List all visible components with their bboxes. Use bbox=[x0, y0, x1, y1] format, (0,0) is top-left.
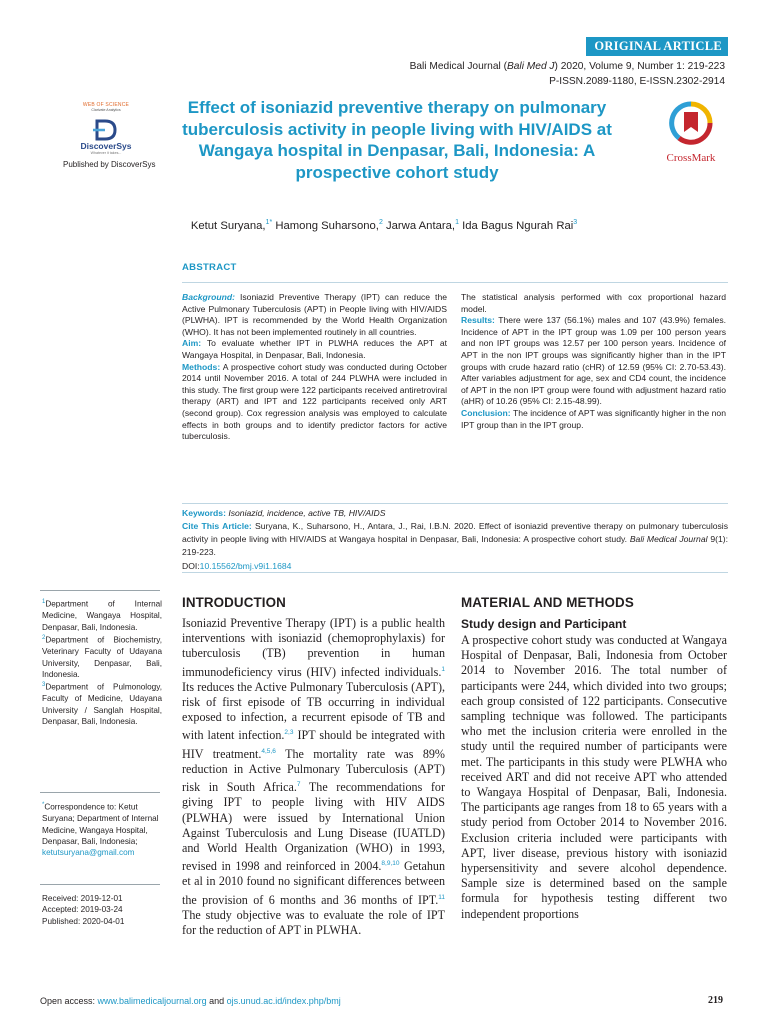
correspondence-email-link[interactable]: ketutsuryana@gmail.com bbox=[42, 848, 135, 858]
abstract-conclusion: Conclusion: The incidence of APT was significantly higher in the non IPT group than in the IPT group. bbox=[461, 407, 726, 430]
abstract-methods: Methods: A prospective cohort study was conducted during October 2014 until November 2016. A total of 244 PLWHA were included in this study. The first group were 122 participants received antiretroviral therapy (ART) and IPT and 122 participants received only ART (second group). Cox regression analysis was employed to calculate effects in both groups and to identify predictor factors for active tuberculosis. bbox=[182, 361, 447, 442]
author-list bbox=[0, 219, 768, 232]
issn-line: P-ISSN.2089-1180, E-ISSN.2302-2914 bbox=[549, 75, 725, 87]
clarivate-label: Clarivate Analytics bbox=[91, 108, 121, 112]
received-date: Received: 2019-12-01 bbox=[42, 894, 123, 903]
discoversys-icon bbox=[91, 119, 121, 141]
introduction-heading: INTRODUCTION bbox=[182, 595, 286, 610]
correspondence: *Correspondence to: Ketut Suryana; Department of Internal Medicine, Wangaya Hospital, Denpasar, Bali, Indonesia; ketutsuryana@gmail.com bbox=[42, 802, 159, 858]
crossmark-icon bbox=[669, 101, 713, 145]
abstract-aim: Aim: To evaluate whether IPT in PLWHA reduces the APT at Wangaya Hospital, in Denpasar, Bali, Indonesia. bbox=[182, 338, 448, 360]
methods-text: A prospective cohort study was conducted at Wangaya Hospital of Denpasar, Bali, Indonesia from October 2014 to November 2016. The total number of participants were 244, which divided into two groups; each group consisted of 122 participants. Consecutive sampling technique was followed. The participants who met the inclusion criteria were enrolled in the study until the required number of participants were met. The participants in this study were PLWHA who received ART and did not receive APT who attended to Wangaya Hospital of Denpasar, Bali, Indonesia. The participants age ranges from 18 to 65 years with a study period from October 2014 to November 2016. Exclusion criteria included were participants with APT, liver disease, previous history with isoniazid hypersensitivity and severe alcohol dependence. Sample size is determined based on the sample formula for hypothesis testing different two independent proportions bbox=[461, 633, 727, 921]
published-by: Published by DiscoverSys bbox=[63, 160, 156, 169]
journal-info bbox=[410, 60, 725, 89]
affiliations bbox=[42, 597, 162, 728]
divider bbox=[40, 590, 160, 591]
author: Jarwa Antara,$^1$ bbox=[385, 219, 459, 232]
abstract-left-column bbox=[182, 292, 447, 443]
introduction-text: Isoniazid Preventive Therapy (IPT) is a public health interventions with isoniazid (chemoprophylaxis) for tuberculosis (TB) prevention in human immunodeficiency virus (HIV) infected individuals.$^1$ Its reduces the Active Pulmonary Tuberculosis (APT), risk of first episode of TB occurring in individual exposed to infection, a recurrent episode of TB and with latent infection.$^{2,3}$ IPT should be integrated with HIV treatment.$^{4,5,6}$ The mortality rate was 89% reduction in Active Pulmonary Tuberculosis (APT) risk in South Africa.$^7$ The recommendations for giving IPT to people living with HIV AIDS (PLWHA) were issued by International Union Against Tuberculosis and Lung Disease (IUATLD) and World Health Organization (WHO) in 1993, revised in 1998 and reinforced in 2004.$^{8,9,10}$ Getahun et al in 2010 found no significant differences between the provision of 6 months and 36 months of IPT.$^{11}$ The study objective was to evaluate the role of IPT for the reduction of APT in PLWHA. bbox=[182, 616, 446, 938]
divider bbox=[182, 282, 728, 283]
article-title: Effect of isoniazid preventive therapy on pulmonary tuberculosis activity in people living with HIV/AIDS at Wangaya hospital in Denpasar, Bali, Indonesia: A prospective cohort study bbox=[182, 98, 612, 182]
web-of-science-logo: WEB OF SCIENCE bbox=[82, 102, 130, 108]
discoversys-tagline: Whatever it takes... bbox=[90, 151, 122, 155]
author: Ida Bagus Ngurah Rai$^3$ bbox=[462, 219, 578, 232]
accepted-date: Accepted: 2019-03-24 bbox=[42, 905, 123, 915]
methods-heading: MATERIAL AND METHODS bbox=[461, 595, 634, 610]
journal-citation-line: Bali Medical Journal (Bali Med J) 2020, Volume 9, Number 1: 219-223 bbox=[409, 61, 725, 72]
article-dates bbox=[42, 893, 162, 927]
published-date: Published: 2020-04-01 bbox=[42, 916, 125, 926]
crossmark-badge[interactable] bbox=[659, 101, 723, 164]
ojs-link[interactable]: ojs.unud.ac.id/index.php/bmj bbox=[226, 996, 341, 1006]
author: Ketut Suryana,$^{1*}$ bbox=[190, 219, 273, 232]
abstract-methods-continued: The statistical analysis performed with cox proportional hazard model. bbox=[461, 292, 726, 314]
abstract-right-column bbox=[461, 292, 726, 431]
abstract-heading: ABSTRACT bbox=[182, 262, 237, 273]
divider bbox=[40, 884, 160, 885]
cite-this-article: Cite This Article: Suryana, K., Suharsono, H., Antara, J., Rai, I.B.N. 2020. Effect of isoniazid preventive therapy on pulmonary tuberculosis activity in people living with HIV/AIDS at Wangaya hospital in Denpasar, Bali, Indonesia: A prospective cohort study. Bali Medical Journal 9(1): 219-223. DOI:10.15562/bmj.v9i1.1684 bbox=[182, 521, 729, 571]
discoversys-logo: DiscoverSys bbox=[80, 141, 132, 151]
divider bbox=[40, 792, 160, 793]
keywords: Keywords: Isoniazid, incidence, active TB, HIV/AIDS bbox=[182, 508, 386, 518]
abstract-background: Background: Isoniazid Preventive Therapy (IPT) can reduce the Active Pulmonary Tuberculosis (APT) in People living with HIV/AIDS (PLWHA). IPT is recommended by the World Health Organization (WHO). It has not been implemented routinely in all countries. bbox=[182, 292, 448, 337]
author: Hamong Suharsono,$^2$ bbox=[275, 219, 383, 232]
affiliation: $^3$Department of Pulmonology, Faculty of Medicine, Udayana University / Sanglah Hospital, Denpasar, Bali, Indonesia. bbox=[42, 682, 162, 727]
divider bbox=[182, 503, 728, 504]
article-type-banner: ORIGINAL ARTICLE bbox=[586, 37, 728, 56]
doi-link[interactable]: 10.15562/bmj.v9i1.1684 bbox=[199, 560, 292, 571]
journal-website-link[interactable]: www.balimedicaljournal.org bbox=[97, 996, 207, 1006]
study-design-subheading: Study design and Participant bbox=[461, 617, 627, 631]
abstract-results: Results: There were 137 (56.1%) males and 107 (43.9%) females. Incidence of APT in the IPT group was 1.09 per 100 person years and non IPT groups was 12.57 per 100 person years. Incidence of APT in the non IPT groups was significantly higher than in the IPT groups with crude hazard ratio (cHR) of 12.59 (95% CI: 2.70-53.43). After variables adjustment for age, sex and CD4 count, the incidence of APT in the non IPT group were found with adjustment hazard ratio (aHR) of 10.26 (95% CI: 2.15-48.99). bbox=[461, 315, 726, 407]
affiliation: $^1$Department of Internal Medicine, Wangaya Hospital, Denpasar, Bali, Indonesia. bbox=[42, 599, 162, 632]
divider bbox=[182, 572, 728, 573]
crossmark-label: CrossMark bbox=[666, 152, 716, 164]
affiliation: $^2$Department of Biochemistry, Veterinary Faculty of Udayana University, Denpasar, Bali, Indonesia. bbox=[42, 634, 162, 679]
footer-open-access: Open access: www.balimedicaljournal.org and ojs.unud.ac.id/index.php/bmj bbox=[40, 996, 341, 1006]
page-number: 219 bbox=[708, 995, 723, 1006]
publisher-logos bbox=[60, 102, 152, 155]
